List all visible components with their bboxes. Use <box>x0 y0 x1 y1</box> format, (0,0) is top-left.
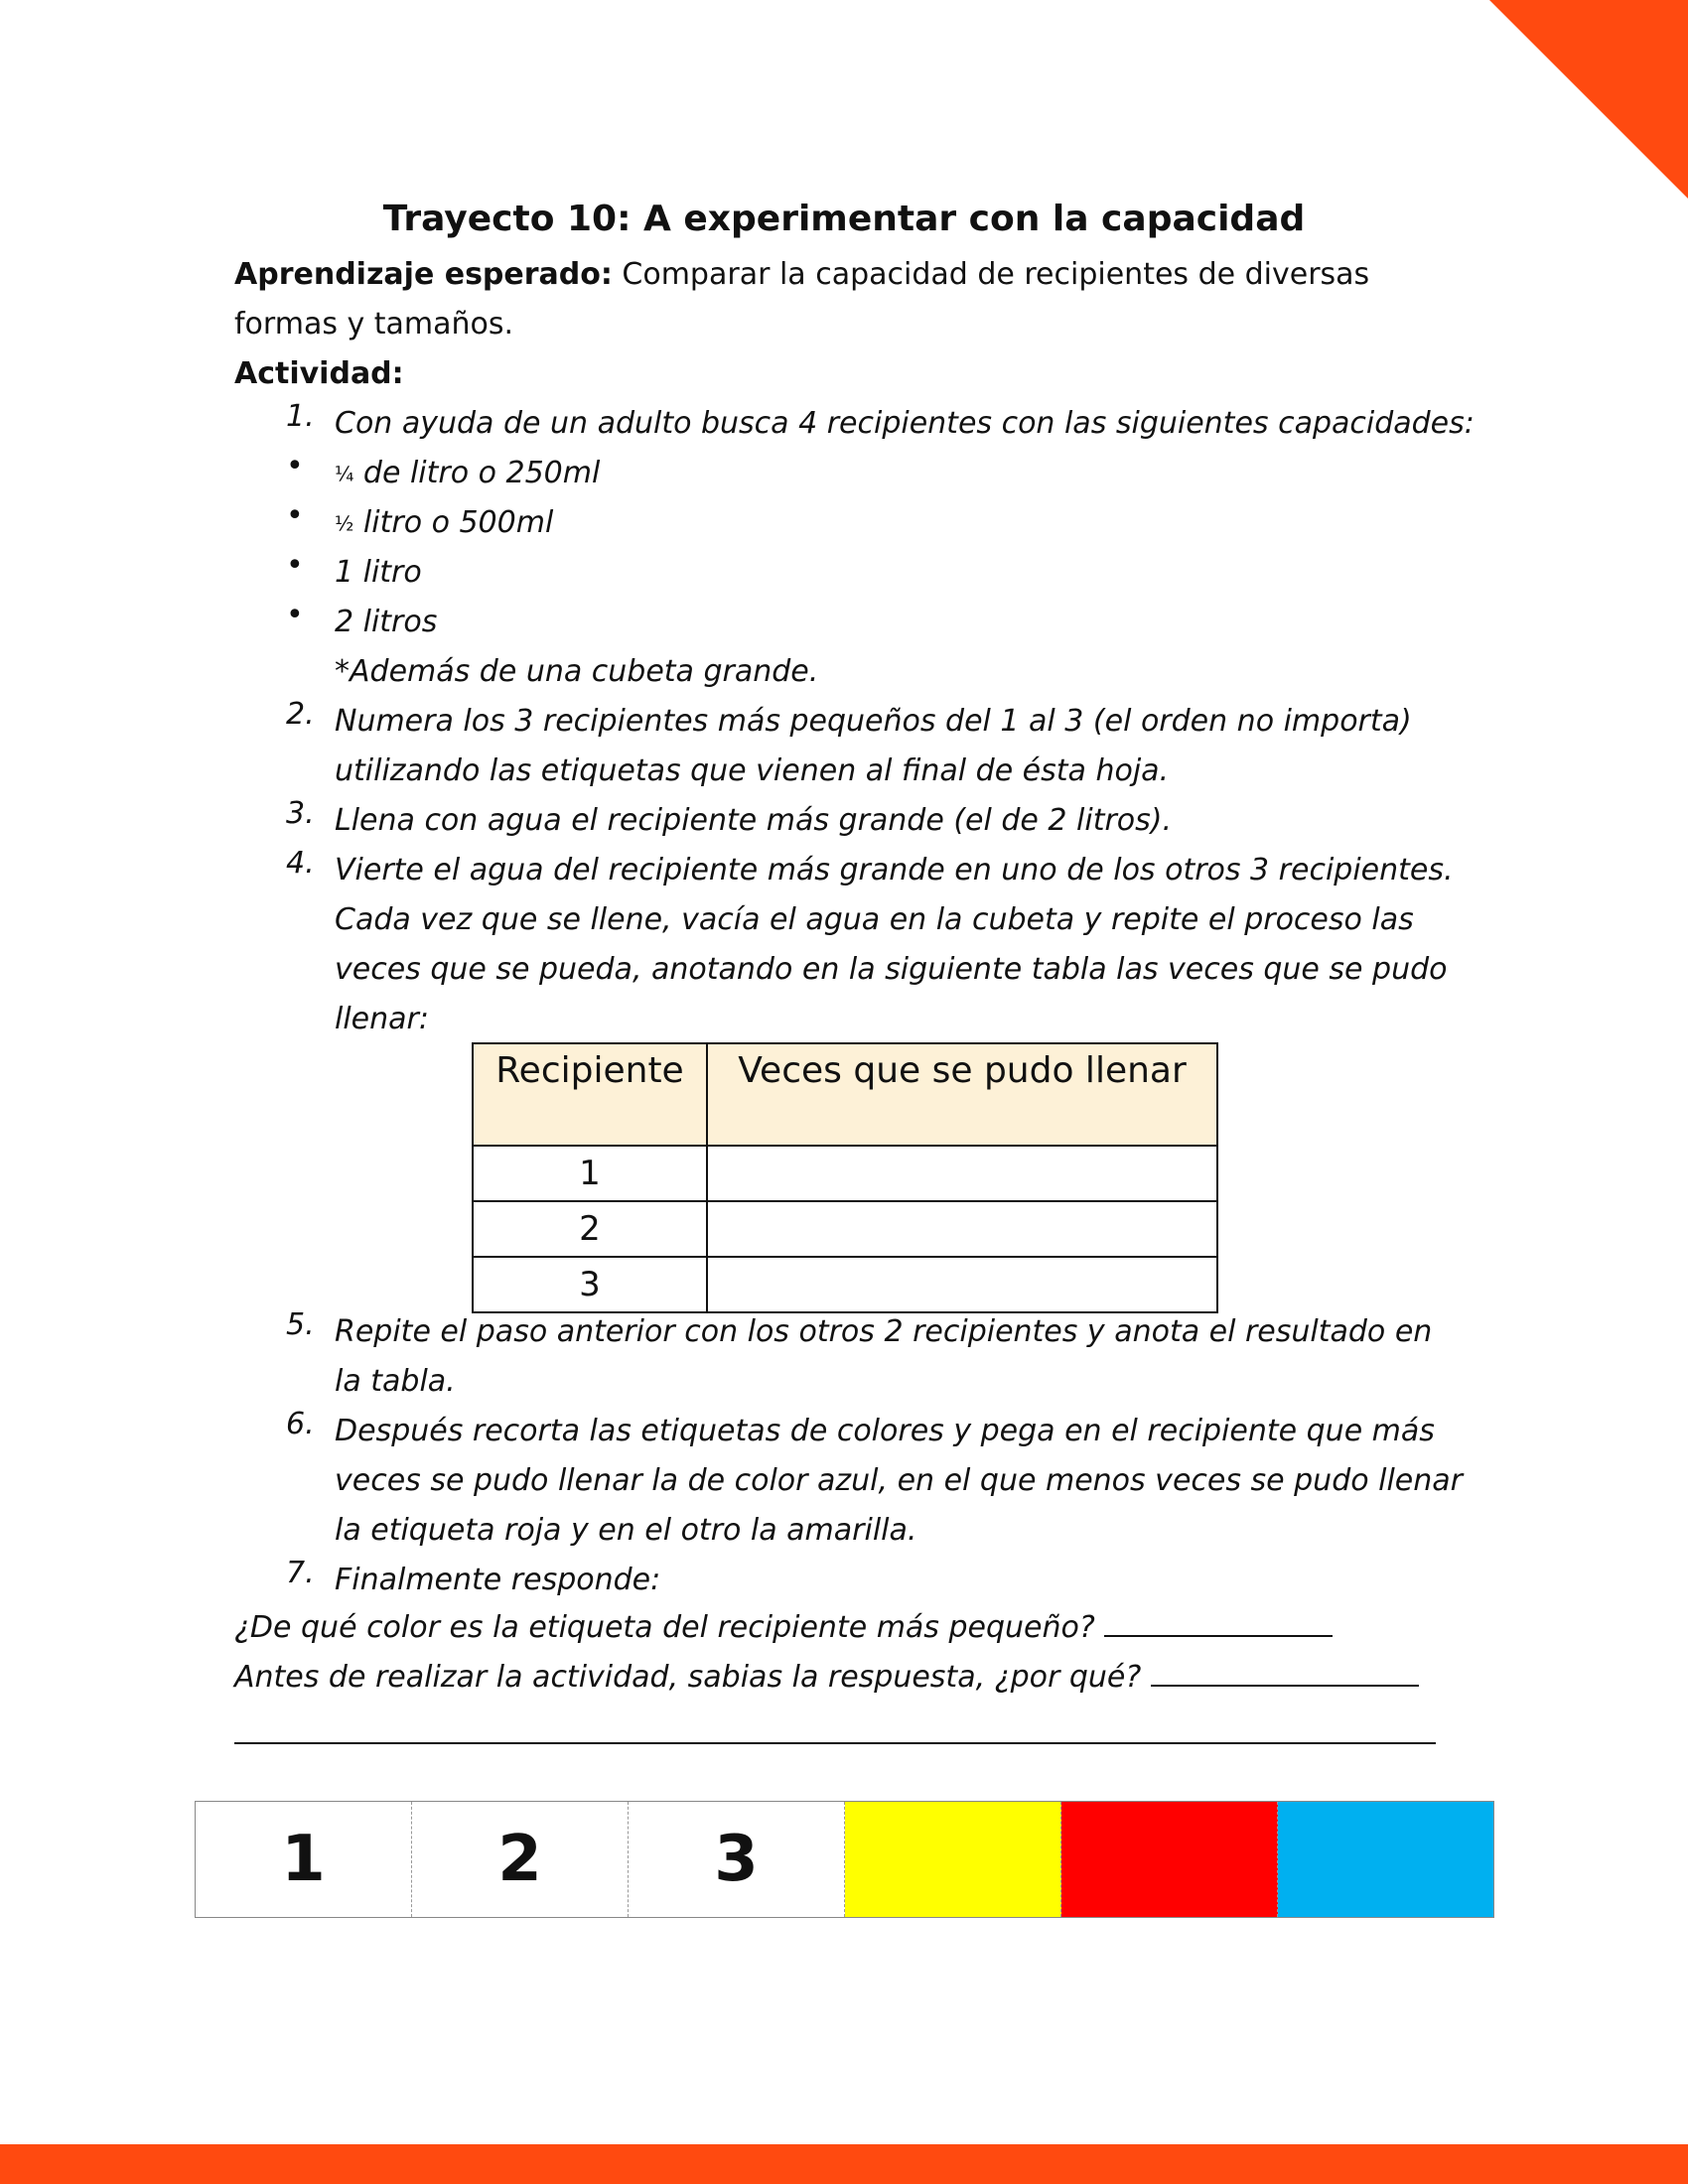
cutout-label-number[interactable]: 3 <box>629 1802 845 1917</box>
bullet-dot: • <box>286 498 304 533</box>
table-row <box>473 1146 1217 1201</box>
question-line <box>234 1605 1333 1645</box>
cutout-labels-strip <box>195 1801 1494 1918</box>
step-number: 3. <box>286 796 315 831</box>
step-number: 5. <box>286 1307 315 1342</box>
bullet-dot: • <box>286 598 304 632</box>
step-text: Con ayuda de un adulto busca 4 recipientes con las siguientes capacidades: <box>335 406 1475 441</box>
table-cell-veces[interactable] <box>707 1257 1217 1312</box>
answer-continuation-line[interactable] <box>234 1742 1436 1744</box>
step-text: Llena con agua el recipiente más grande (el de 2 litros). <box>335 803 1173 838</box>
table-header-veces: Veces que se pudo llenar <box>707 1043 1217 1146</box>
learning-objective-label: Aprendizaje esperado: <box>234 257 613 292</box>
answer-blank[interactable] <box>1151 1655 1419 1687</box>
bullet-dot: • <box>286 548 304 583</box>
question-line <box>234 1655 1419 1695</box>
step-text: Finalmente responde: <box>335 1563 661 1597</box>
fraction-symbol: ½ <box>335 511 354 536</box>
bullet-item: ¼ de litro o 250ml <box>335 456 601 490</box>
results-table <box>472 1042 1218 1313</box>
table-cell-veces[interactable] <box>707 1146 1217 1201</box>
table-cell-veces[interactable] <box>707 1201 1217 1257</box>
step-number: 1. <box>286 399 315 434</box>
question-text: Antes de realizar la actividad, sabias la respuesta, ¿por qué? <box>234 1660 1142 1695</box>
bullet-item: ½ litro o 500ml <box>335 505 554 540</box>
table-header-row <box>473 1043 1217 1146</box>
step-number: 4. <box>286 846 315 881</box>
bullet-note: *Además de una cubeta grande. <box>335 654 819 689</box>
step-text: Numera los 3 recipientes más pequeños del 1 al 3 (el orden no importa) utilizando las etiquetas que vienen al final de ésta hoja. <box>335 704 1412 788</box>
step-text: Vierte el agua del recipiente más grande en uno de los otros 3 recipientes. Cada vez que se llene, vacía el agua en la cubeta y repite el proceso las veces que se pueda, anotando en la siguiente tabla las veces que se pudo llenar: <box>335 853 1454 1036</box>
bullet-dot: • <box>286 449 304 483</box>
cutout-label-number[interactable]: 1 <box>196 1802 412 1917</box>
fraction-symbol: ¼ <box>335 462 354 486</box>
question-text: ¿De qué color es la etiqueta del recipiente más pequeño? <box>234 1610 1095 1645</box>
cutout-label-blue[interactable] <box>1278 1802 1493 1917</box>
step-number: 2. <box>286 697 315 732</box>
bottom-accent-bar <box>0 2144 1688 2184</box>
table-row <box>473 1201 1217 1257</box>
table-cell-recipiente: 1 <box>473 1146 707 1201</box>
learning-objective-text: Comparar la capacidad de recipientes de diversas formas y tamaños. <box>234 257 1370 341</box>
bullet-item: 2 litros <box>335 605 438 639</box>
step-number: 7. <box>286 1556 315 1590</box>
step-text: Después recorta las etiquetas de colores y pega en el recipiente que más veces se pudo llenar la de color azul, en el que menos veces se pudo llenar la etiqueta roja y en el otro la amarilla. <box>335 1414 1463 1548</box>
activity-label: Actividad: <box>234 356 404 391</box>
cutout-label-red[interactable] <box>1061 1802 1278 1917</box>
table-cell-recipiente: 3 <box>473 1257 707 1312</box>
step-text: Repite el paso anterior con los otros 2 recipientes y anota el resultado en la tabla. <box>335 1314 1433 1399</box>
learning-objective <box>234 250 1466 349</box>
cutout-label-yellow[interactable] <box>845 1802 1061 1917</box>
answer-blank[interactable] <box>1104 1605 1333 1637</box>
table-header-recipiente: Recipiente <box>473 1043 707 1146</box>
table-cell-recipiente: 2 <box>473 1201 707 1257</box>
cutout-label-number[interactable]: 2 <box>412 1802 629 1917</box>
step-number: 6. <box>286 1407 315 1441</box>
table-row <box>473 1257 1217 1312</box>
page-title: Trayecto 10: A experimentar con la capacidad <box>382 199 1306 239</box>
bullet-item: 1 litro <box>335 555 422 590</box>
corner-triangle-decoration <box>1489 0 1688 199</box>
